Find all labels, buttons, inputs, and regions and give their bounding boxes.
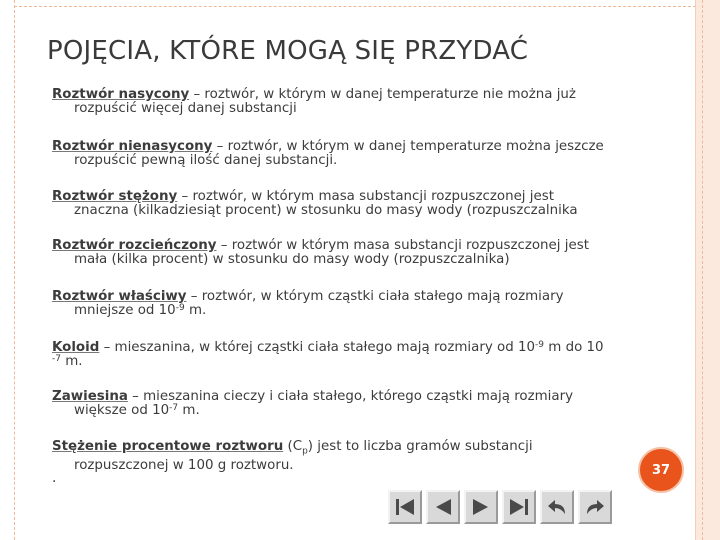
definition-item <box>52 190 692 218</box>
back-button[interactable] <box>540 490 574 524</box>
definition-text: ) jest to liczba gramów substancji <box>307 439 533 454</box>
navigation-bar <box>388 490 612 524</box>
definition-text: – roztwór w którym masa substancji rozpuszczonej jest <box>216 238 589 253</box>
slide-title: POJĘCIA, KTÓRE MOGĄ SIĘ PRZYDAĆ <box>47 36 529 66</box>
forward-button[interactable] <box>578 490 612 524</box>
next-icon <box>469 496 493 518</box>
exponent: -9 <box>535 340 545 350</box>
definition-item <box>52 341 692 369</box>
definition-text: – roztwór, w którym w danej temperaturze nie można już <box>189 87 576 102</box>
definition-text: m. <box>60 354 83 369</box>
frame-top <box>0 0 720 8</box>
definition-text: rozpuścić więcej danej substancji <box>74 101 297 116</box>
definition-term: Roztwór nasycony <box>52 87 190 102</box>
definition-item <box>52 290 692 318</box>
first-slide-icon <box>393 496 417 518</box>
definition-text: – roztwór, w którym w danej temperaturze można jeszcze <box>212 139 604 154</box>
definition-text: m. <box>184 303 207 318</box>
subscript: p <box>302 446 308 457</box>
trailing-dot: . <box>52 470 57 486</box>
definition-item <box>52 239 692 267</box>
return-forward-icon <box>583 496 607 518</box>
exponent: -7 <box>52 354 61 364</box>
definition-text: rozpuścić pewną ilość danej substancji. <box>74 153 338 168</box>
definition-text: – mieszanina cieczy i ciała stałego, którego cząstki mają rozmiary <box>127 389 574 404</box>
definition-text: m do 10 <box>544 340 604 355</box>
last-slide-button[interactable] <box>502 490 536 524</box>
previous-icon <box>431 496 455 518</box>
page-number-badge: 37 <box>638 447 684 493</box>
definition-term: Roztwór właściwy <box>52 289 187 304</box>
frame-left-border <box>14 0 15 540</box>
exponent: -9 <box>175 303 185 313</box>
definition-text: – mieszanina, w której cząstki ciała stałego mają rozmiary od 10 <box>99 340 536 355</box>
definition-text: (C <box>283 439 303 454</box>
definition-text: rozpuszczonej w 100 g roztworu. <box>74 457 294 473</box>
definition-term: Roztwór stężony <box>52 189 178 204</box>
definition-text: większe od 10 <box>74 403 170 418</box>
definition-item <box>52 440 692 473</box>
definition-text: m. <box>178 403 200 418</box>
previous-slide-button[interactable] <box>426 490 460 524</box>
definition-term: Koloid <box>52 340 100 355</box>
last-slide-icon <box>507 496 531 518</box>
definition-item <box>52 88 692 116</box>
frame-right-band <box>695 0 720 540</box>
definition-term: Zawiesina <box>52 389 128 404</box>
definition-text: mała (kilka procent) w stosunku do masy wody (rozpuszczalnika) <box>74 252 510 267</box>
exponent: -7 <box>169 403 179 413</box>
definition-term: Roztwór rozcieńczony <box>52 238 217 253</box>
definition-term: Stężenie procentowe roztworu <box>52 439 284 454</box>
return-back-icon <box>545 496 569 518</box>
definition-text: mniejsze od 10 <box>74 303 176 318</box>
definition-item <box>52 140 692 168</box>
definition-text: znaczna (kilkadziesiąt procent) w stosunku do masy wody (rozpuszczalnika <box>74 203 578 218</box>
first-slide-button[interactable] <box>388 490 422 524</box>
definition-text: – roztwór, w którym cząstki ciała stałego mają rozmiary <box>186 289 564 304</box>
definition-term: Roztwór nienasycony <box>52 139 213 154</box>
next-slide-button[interactable] <box>464 490 498 524</box>
definition-item <box>52 390 692 418</box>
definition-text: – roztwór, w którym masa substancji rozpuszczonej jest <box>177 189 554 204</box>
